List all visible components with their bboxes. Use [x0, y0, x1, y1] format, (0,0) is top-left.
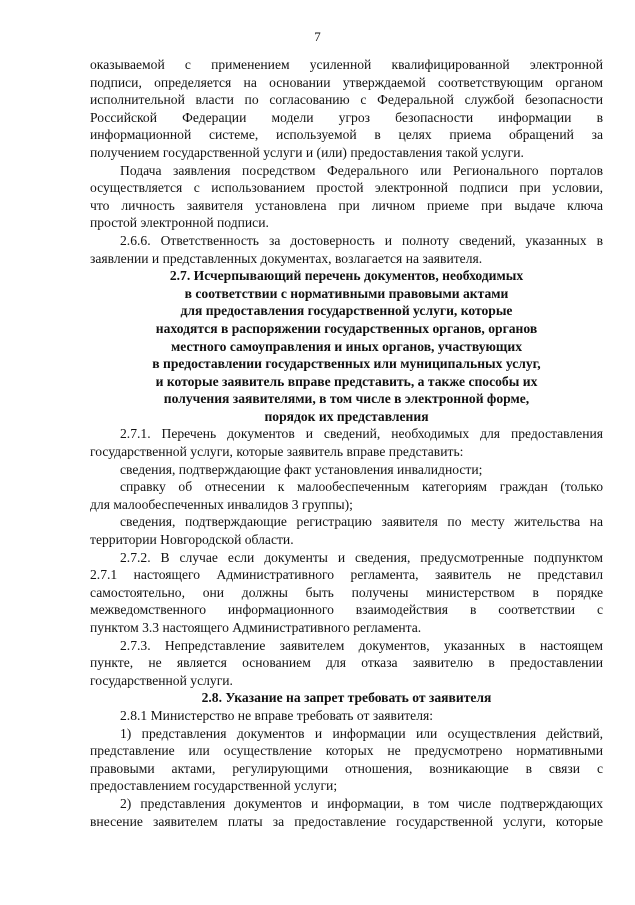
text-line: государственной услуги, которые заявитель вправе представить:	[90, 444, 464, 460]
text-line: что личность заявителя установлена при личном приеме при выдаче ключа	[90, 197, 603, 213]
text-line: Российской Федерации модели угроз безопасности информации в	[90, 109, 603, 125]
text-line: межведомственного информационного взаимодействия в соответствии с	[90, 602, 603, 618]
text-line: справку об отнесении к малообеспеченным категориям граждан (только	[120, 479, 603, 495]
text-line: исполнительной власти по согласованию с Федеральной службой безопасности	[90, 92, 603, 108]
text-line: Подача заявления посредством Федерального или Регионального порталов	[120, 162, 603, 178]
text-line: территории Новгородской области.	[90, 532, 294, 548]
text-line: 2.7.1 настоящего Административного регламента, заявитель не представил	[90, 567, 603, 583]
section-heading-line: получения заявителями, в том числе в электронной форме,	[163, 391, 530, 407]
text-line: государственной услуги.	[90, 672, 233, 688]
text-line: сведения, подтверждающие регистрацию заявителя по месту жительства на	[120, 514, 603, 530]
text-line: 2.8.1 Министерство не вправе требовать от заявителя:	[120, 707, 434, 723]
section-heading-line: 2.8. Указание на запрет требовать от заявителя	[201, 690, 492, 706]
document-body	[90, 56, 603, 830]
section-heading-line: в соответствии с нормативными правовыми актами	[184, 285, 509, 301]
section-heading-line: порядок их представления	[264, 408, 429, 424]
text-line: 1) представления документов и информации или осуществления действий,	[120, 725, 603, 741]
text-line: сведения, подтверждающие факт установления инвалидности;	[120, 461, 483, 477]
text-line: внесение заявителем платы за предоставление государственной услуги, которые	[90, 813, 603, 829]
text-line: для малообеспеченных инвалидов 3 группы);	[90, 496, 353, 512]
text-line: самостоятельно, они должны быть получены министерством в порядке	[90, 584, 603, 600]
text-line: правовыми актами, регулирующими отношения, возникающие в связи с	[90, 760, 603, 776]
text-line: 2.6.6. Ответственность за достоверность и полноту сведений, указанных в	[120, 232, 603, 248]
section-heading-line: местного самоуправления и иных органов, участвующих	[170, 338, 522, 354]
section-heading-line: находятся в распоряжении государственных органов, органов	[155, 320, 538, 336]
page-number: 7	[314, 29, 321, 44]
section-heading-line: для предоставления государственной услуги, которые	[180, 303, 513, 319]
text-line: 2.7.3. Непредставление заявителем документов, указанных в настоящем	[120, 637, 603, 653]
text-line: подписи, определяется на основании утверждаемой соответствующим органом	[90, 74, 603, 90]
text-line: представление или осуществление которых не предусмотрено нормативными	[90, 743, 603, 759]
text-line: 2.7.2. В случае если документы и сведения, предусмотренные подпунктом	[120, 549, 603, 565]
text-line: оказываемой с применением усиленной квалифицированной электронной	[90, 57, 603, 72]
text-line: предоставлением государственной услуги;	[90, 778, 338, 794]
text-line: простой электронной подписи.	[90, 215, 269, 231]
section-heading-line: в предоставлении государственных или муниципальных услуг,	[152, 356, 541, 372]
text-line: заявлении и представленных документах, возлагается на заявителя.	[90, 250, 483, 266]
text-line: пункте, не является основанием для отказа заявителю в предоставлении	[90, 655, 603, 671]
text-line: получением государственной услуги и (или) предоставления такой услуги.	[90, 144, 524, 160]
section-heading-line: и которые заявитель вправе представить, а также способы их	[155, 373, 538, 389]
text-line: пунктом 3.3 настоящего Административного регламента.	[90, 620, 422, 635]
text-line: информационной системе, используемой в целях приема обращений за	[90, 127, 603, 143]
text-line: 2) представления документов и информации, в том числе подтверждающих	[120, 795, 603, 811]
text-line: осуществляется с использованием простой электронной подписи при условии,	[90, 180, 603, 196]
text-line: 2.7.1. Перечень документов и сведений, необходимых для предоставления	[120, 426, 603, 442]
section-heading-line: 2.7. Исчерпывающий перечень документов, необходимых	[169, 268, 524, 284]
